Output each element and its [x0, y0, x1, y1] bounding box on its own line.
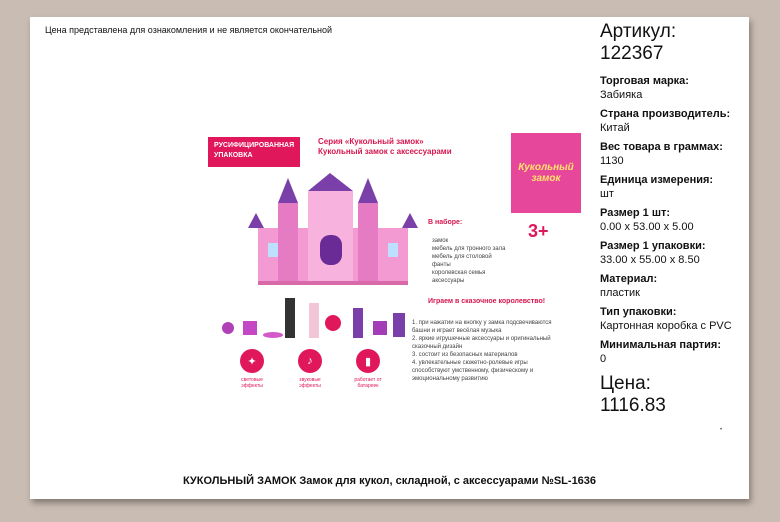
sound-effects-icon: ♪ — [298, 349, 322, 373]
feature-item: 2. яркие игрушечные аксессуары и оригинальный сказочный дизайн — [412, 336, 551, 350]
product-card — [30, 17, 749, 499]
decorative-dot: • — [720, 427, 723, 433]
brand-label: Торговая марка: — [600, 75, 689, 87]
box-subtitle: Кукольный замок с аксессуарами — [318, 147, 452, 156]
feature-item: 4. увлекательные сюжетно-ролевые игры способствуют умственному, физическому и эмоциональному развитию — [412, 360, 534, 382]
box-title — [318, 137, 468, 157]
accessories-illustration — [213, 293, 413, 348]
product-caption: КУКОЛЬНЫЙ ЗАМОК Замок для кукол, складной, с аксессуарами №SL-1636 — [182, 475, 597, 487]
set-items — [432, 237, 552, 285]
weight-label: Вес товара в граммах: — [600, 141, 723, 153]
unit-value: шт — [600, 188, 614, 200]
weight-value: 1130 — [600, 155, 624, 167]
package-size-label: Размер 1 упаковки: — [600, 240, 706, 252]
min-order-value: 0 — [600, 353, 607, 365]
price-disclaimer: Цена представлена для ознакомления и не является окончательной — [45, 25, 333, 35]
package-type-value: Картонная коробка с PVC — [600, 320, 732, 332]
russified-packaging-badge: РУСИФИЦИРОВАННАЯ УПАКОВКА — [208, 137, 300, 167]
country-label: Страна производитель: — [600, 108, 731, 120]
features-list — [412, 319, 562, 383]
castle-illustration — [238, 173, 428, 293]
feature-icons — [230, 349, 395, 401]
set-heading: В наборе: — [428, 219, 463, 226]
play-heading: Играем в сказочное королевство! — [428, 298, 546, 305]
product-details — [600, 21, 745, 417]
set-item: замок — [432, 238, 449, 244]
price-value: 1116.83 — [600, 395, 666, 416]
icon-label: звуковые эффекты — [299, 377, 321, 389]
feature-item: 1. при нажатии на кнопку у замка подсвечиваются башни и играет весёлая музыка — [412, 320, 552, 334]
material-value: пластик — [600, 287, 640, 299]
package-size-value: 33.00 x 55.00 x 8.50 — [600, 254, 700, 266]
set-item: аксессуары — [432, 278, 465, 284]
set-item: мебель для тронного зала — [432, 246, 506, 252]
article-label: Артикул: — [600, 21, 677, 42]
icon-label: работает от батареек — [354, 377, 382, 389]
light-effects-icon: ✦ — [240, 349, 264, 373]
item-size-label: Размер 1 шт: — [600, 207, 671, 219]
battery-icon: ▮ — [356, 349, 380, 373]
brand-value: Забияка — [600, 89, 643, 101]
item-size-value: 0.00 x 53.00 x 5.00 — [600, 221, 694, 233]
set-item: королевская семья — [432, 270, 486, 276]
product-image — [208, 133, 588, 405]
set-item: мебель для столовой — [432, 254, 492, 260]
package-type-label: Тип упаковки: — [600, 306, 677, 318]
box-series: Серия «Кукольный замок» — [318, 137, 424, 146]
material-label: Материал: — [600, 273, 658, 285]
icon-label: световые эффекты — [241, 377, 263, 389]
article-value: 122367 — [600, 43, 664, 64]
age-badge: 3+ — [528, 221, 549, 241]
unit-label: Единица измерения: — [600, 174, 714, 186]
country-value: Китай — [600, 122, 630, 134]
box-logo: Кукольный замок — [511, 133, 581, 213]
feature-item: 3. состоит из безопасных материалов — [412, 352, 518, 358]
set-item: фанты — [432, 262, 451, 268]
min-order-label: Минимальная партия: — [600, 339, 721, 351]
price-label: Цена: — [600, 373, 651, 394]
